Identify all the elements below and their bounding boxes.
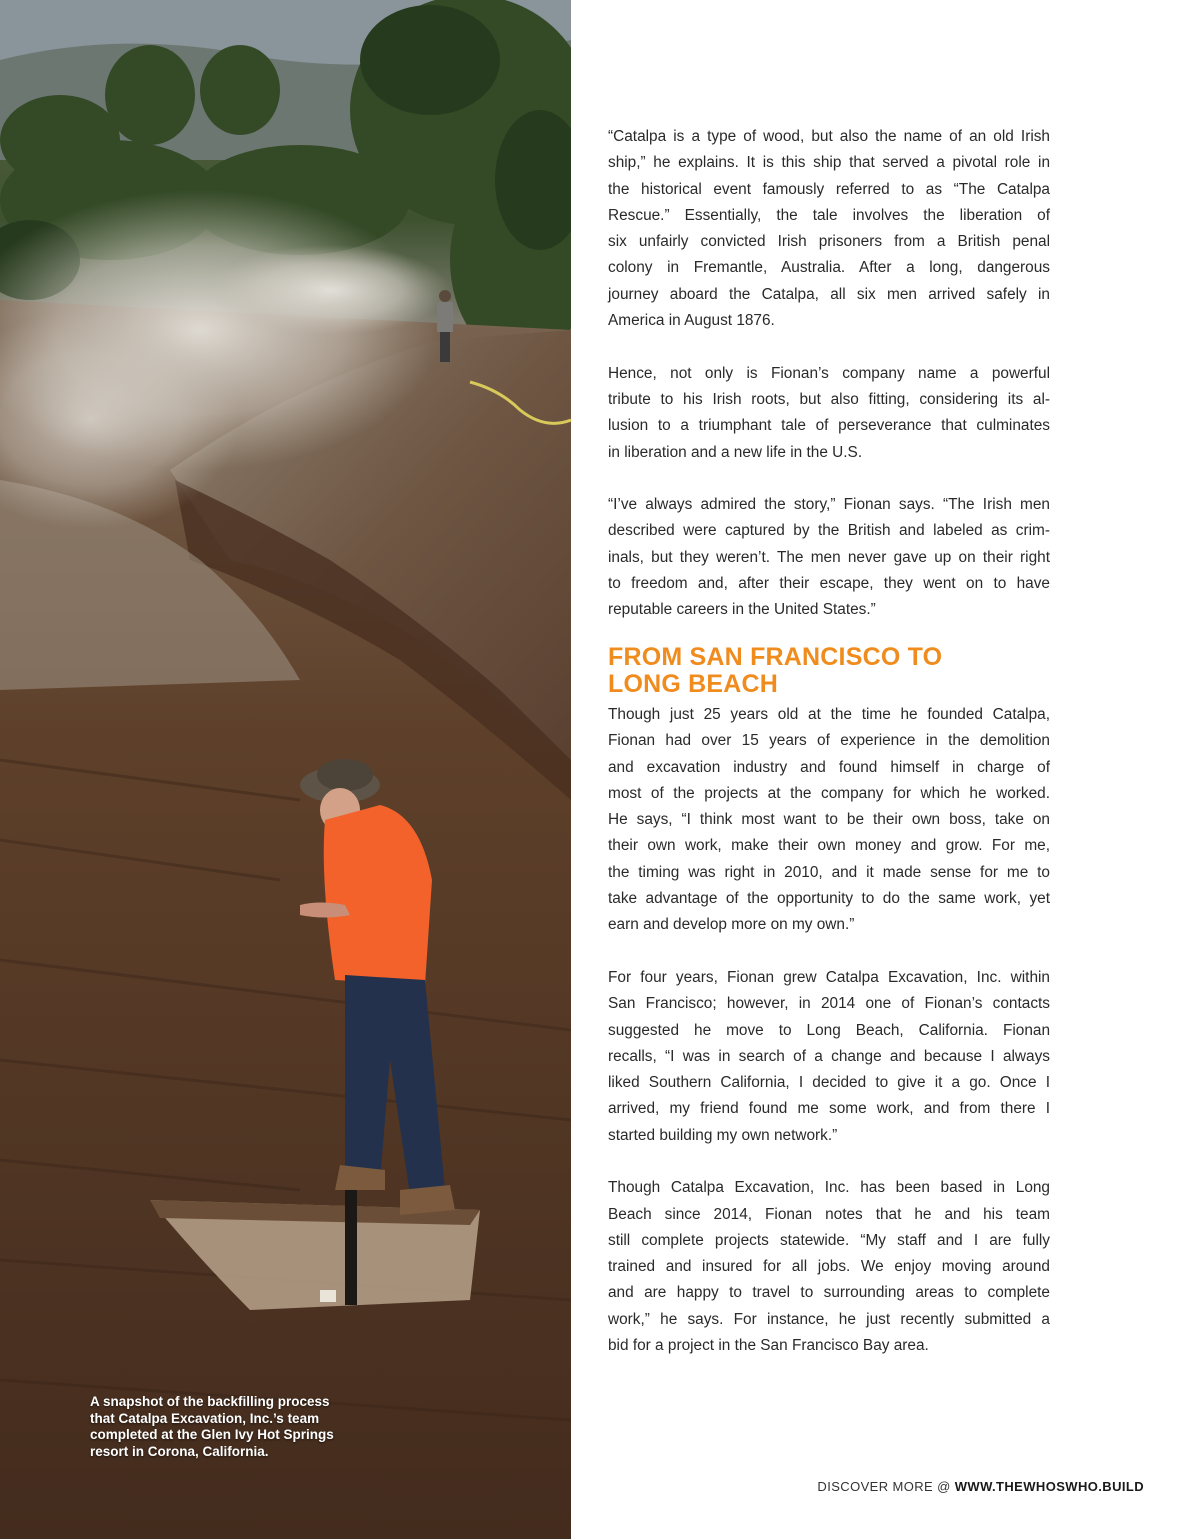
paragraph-line: trained and insured for all jobs. We enjoy moving around — [608, 1258, 1050, 1276]
paragraph-line: “Catalpa is a type of wood, but also the name of an old Irish — [608, 128, 1050, 145]
paragraph-line: America in August 1876. — [608, 312, 775, 330]
article-body-before — [608, 124, 1050, 624]
section-heading-text — [608, 644, 1050, 698]
paragraph-line: lusion to a triumphant tale of perseverance that culminates — [608, 417, 1050, 435]
paragraph-line: For four years, Fionan grew Catalpa Excavation, Inc. within — [608, 968, 1050, 986]
paragraph-line: colony in Fremantle, Australia. After a long, dangerous — [608, 259, 1050, 277]
paragraph-line: Rescue.” Essentially, the tale involves the liberation of — [608, 206, 1050, 224]
paragraph-line: bid for a project in the San Francisco Bay area. — [608, 1337, 929, 1355]
footer-link[interactable] — [817, 1479, 1144, 1494]
caption-line: that Catalpa Excavation, Inc.’s team — [90, 1410, 320, 1426]
paragraph-line: ship,” he explains. It is this ship that served a pivotal role in — [608, 154, 1050, 172]
paragraph-line: work,” he says. For instance, he just recently submitted a — [608, 1310, 1050, 1328]
heading-line: FROM SAN FRANCISCO TO — [608, 642, 943, 671]
article-column — [608, 124, 1050, 1386]
article-body-after — [608, 702, 1050, 1359]
paragraph-line: Beach since 2014, Fionan notes that he and his team — [608, 1205, 1050, 1223]
paragraph-line: earn and develop more on my own.” — [608, 916, 855, 934]
paragraph-line: arrived, my friend found me some work, and from there I — [608, 1100, 1050, 1118]
paragraph-line: six unfairly convicted Irish prisoners from a British penal — [608, 233, 1050, 251]
paragraph-line: and excavation industry and found himself in charge of — [608, 758, 1050, 776]
photo-illustration — [0, 0, 571, 1539]
paragraph-line: Hence, not only is Fionan’s company name a powerful — [608, 364, 1050, 382]
paragraph-line: suggested he move to Long Beach, California. Fionan — [608, 1021, 1050, 1039]
paragraph-line: journey aboard the Catalpa, all six men arrived safely in — [608, 285, 1050, 303]
paragraph-line: their own work, make their own money and grow. For me, — [608, 837, 1050, 855]
section-heading — [608, 644, 1050, 698]
paragraph-line: reputable careers in the United States.” — [608, 601, 876, 619]
paragraph — [608, 124, 1050, 334]
paragraph-line: Fionan had over 15 years of experience in the demolition — [608, 732, 1050, 750]
paragraph — [608, 1175, 1050, 1359]
paragraph — [608, 492, 1050, 623]
caption-line: completed at the Glen Ivy Hot Springs — [90, 1427, 334, 1442]
footer-prefix: DISCOVER MORE @ — [817, 1479, 955, 1494]
paragraph-line: started building my own network.” — [608, 1126, 838, 1144]
paragraph-line: tribute to his Irish roots, but also fitting, considering its al- — [608, 390, 1050, 408]
paragraph-line: the timing was right in 2010, and it made sense for me to — [608, 863, 1050, 881]
paragraph-line: Though just 25 years old at the time he founded Catalpa, — [608, 705, 1050, 723]
footer-url[interactable]: WWW.THEWHOSWHO.BUILD — [954, 1479, 1144, 1494]
paragraph-line: He says, “I think most want to be their own boss, take on — [608, 811, 1050, 829]
paragraph-line: inals, but they weren’t. The men never gave up on their right — [608, 548, 1050, 566]
heading-line: LONG BEACH — [608, 669, 779, 698]
paragraph — [608, 361, 1050, 466]
paragraph-line: San Francisco; however, in 2014 one of Fionan’s contacts — [608, 995, 1050, 1013]
paragraph — [608, 702, 1050, 939]
paragraph-line: liked Southern California, I decided to give it a go. Once I — [608, 1074, 1050, 1092]
paragraph-line: take advantage of the opportunity to do the same work, yet — [608, 890, 1050, 908]
paragraph-line: in liberation and a new life in the U.S. — [608, 443, 863, 461]
paragraph-line: Though Catalpa Excavation, Inc. has been based in Long — [608, 1179, 1050, 1197]
paragraph-line: described were captured by the British and labeled as crim- — [608, 522, 1050, 540]
paragraph-line: most of the projects at the company for which he worked. — [608, 784, 1050, 802]
paragraph-line: still complete projects statewide. “My staff and I are fully — [608, 1231, 1050, 1249]
paragraph-line: to freedom and, after their escape, they went on to have — [608, 575, 1050, 593]
caption-line: resort in Corona, California. — [90, 1443, 269, 1459]
paragraph-line: “I’ve always admired the story,” Fionan says. “The Irish men — [608, 496, 1050, 514]
excavation-photo — [0, 0, 571, 1539]
paragraph — [608, 965, 1050, 1149]
caption-line: A snapshot of the backfilling process — [90, 1394, 330, 1409]
photo-caption — [90, 1394, 360, 1460]
paragraph-line: and are happy to travel to surrounding areas to complete — [608, 1284, 1050, 1302]
paragraph-line: the historical event famously referred to as “The Catalpa — [608, 180, 1050, 198]
paragraph-line: recalls, “I was in search of a change and because I always — [608, 1047, 1050, 1065]
